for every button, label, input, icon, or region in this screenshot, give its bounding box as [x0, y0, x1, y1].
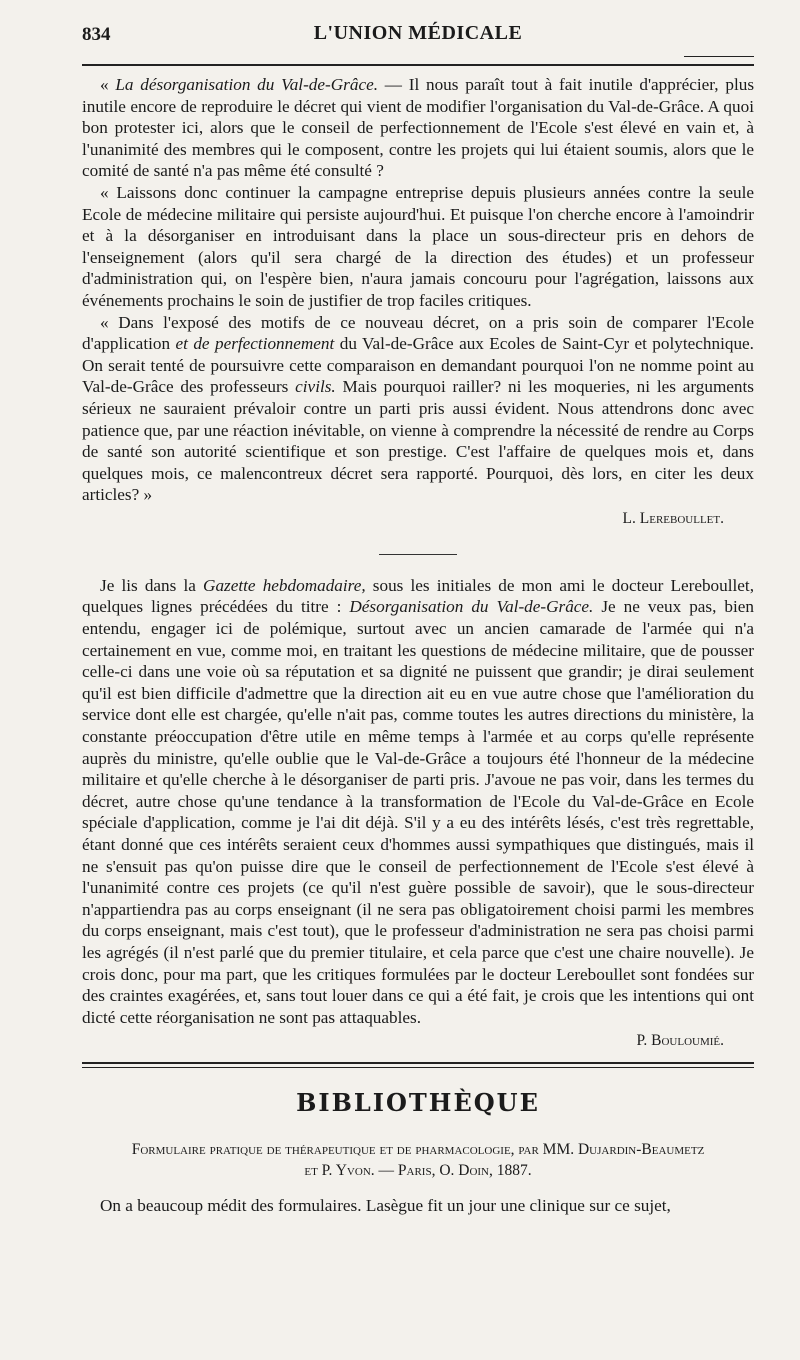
review-opening-paragraph: On a beaucoup médit des formulaires. Lasègue fit un jour une clinique sur ce sujet,: [100, 1196, 671, 1216]
running-title: L'UNION MÉDICALE: [313, 22, 523, 44]
text-run: Je lis dans la: [100, 575, 204, 595]
italic-run: et de perfectionnement: [175, 334, 335, 354]
book-reference: [82, 1139, 754, 1181]
italic-run: Gazette hebdomadaire,: [203, 575, 366, 595]
article-bouloumie: [82, 575, 754, 1028]
page-header: [82, 18, 754, 52]
text-run: sous les initiales de mon ami le docteur Lereboullet, quelques lignes précédées du titre :: [82, 575, 754, 617]
italic-run: civils.: [295, 377, 336, 397]
signature-bouloumie: P. Bouloumié.: [636, 1032, 724, 1050]
reference-line-1: Formulaire pratique de thérapeutique et de pharmacologie, par MM. Dujardin-Beaumetz: [131, 1141, 705, 1159]
paragraph: [82, 182, 754, 312]
header-rule: [82, 64, 754, 66]
signature-lereboullet: L. Lereboullet.: [622, 509, 724, 527]
article-lereboullet: [82, 74, 754, 506]
italic-run: La désorganisation du Val-de-Grâce.: [115, 75, 379, 94]
reference-line-2: et P. Yvon. — Paris, O. Doin, 1887.: [304, 1162, 532, 1180]
text-run: Je ne veux pas, bien entendu, engager ici de polémique, surtout avec un ancien camarade de l'armée qui n'a certainement en vue, comme moi, en traitant les questions de médecine militaire, que de pousser celle-ci dans une voie où sa réputation et sa dignité ne puissent que grandir; je dirai seulement qu'il est bien difficile d'admettre que la direction ait eu en vue autre chose que l'amélioration du service dont elle est chargée, qu'elle n'ait pas, comme toutes les autres directions du ministère, la constante préoccupation d'être utile en même temps à l'armée et au corps qu'elle représente auprès du ministre, qu'elle oublie que le Val-de-Grâce a toujours été l'honneur de la médecine militaire et qu'elle cherche à le désorganiser de parti pris. J'avoue ne pas voir, dans les termes du décret, autre chose qu'une tendance à la transformation de l'Ecole du Val-de-Grâce en Ecole spéciale d'application, comme je l'ai dit déjà. S'il y a eu des intérêts lésés, c'est très regrettable, étant donné que ces intérêts seraient ceux d'hommes aussi sympathiques que distingués, mais il ne s'ensuit pas qu'on puisse dire que le conseil de perfectionnement de l'Ecole s'est élevé à l'unanimité contre ces projets (ce qu'il n'est guère possible de savoir), que le sous-directeur n'appartiendra pas au corps enseignant (il ne sera pas obligatoirement choisi parmi les membres du corps enseignant, mais c'est tout), que le professeur d'administration ne sera pas choisi parmi les agrégés (il n'est parlé que du premier titulaire, et cela parce que c'est une chaire nouvelle). Je crois donc, pour ma part, que les critiques formulées par le docteur Lereboullet sont fondées sur des craintes exagérées, et, sans tout louer dans ce qui a été fait, je crois que les intentions qui ont dicté cette réorganisation ne sont pas attaquables.: [82, 597, 754, 1027]
paragraph: [82, 312, 754, 506]
italic-run: Désorganisation du Val-de-Grâce.: [349, 597, 594, 617]
text-run: — Il nous paraît tout à fait inutile d'apprécier, plus inutile encore de reproduire le décret qui vient de modifier l'organisation du Val-de-Grâce. A quoi bon protester ici, alors que le conseil de perfectionnement de l'Ecole s'est élevé en vain et, à l'unanimité des membres qui le composent, contre les projets qui lui étaient soumis, alors que le comité de santé n'a pas même été consulté ?: [82, 75, 755, 181]
double-rule: [82, 1062, 754, 1068]
text-run: «: [100, 75, 116, 94]
section-separator: [379, 554, 457, 555]
text-run: du Val-de-Grâce aux Ecoles de Saint-Cyr et polytechnique. On serait tenté de poursuivre cette comparaison en demandant pourquoi l'on ne nomme point au Val-de-Grâce des professeurs: [82, 334, 754, 397]
text-run: « Dans l'exposé des motifs de ce nouveau décret, on a pris soin de comparer l'Ecole d'application: [82, 312, 754, 354]
section-title: BIBLIOTHÈQUE: [296, 1088, 540, 1118]
text-run: Mais pourquoi railler? ni les moqueries, ni les arguments sérieux ne sauraient prévaloir contre un parti pris aussi évident. Nous attendrons donc avec patience que, par une réaction inévitable, on vienne à comprendre la nécessité de rendre au Corps de santé son autorité scientifique et son prestige. C'est l'affaire de quelques mois et, dans quelques mois, ce malencontreux décret sera rapporté. Pourquoi, dès lors, en citer les deux articles? »: [82, 377, 754, 505]
text-run: « Laissons donc continuer la campagne entreprise depuis plusieurs années contre la seule Ecole de médecine militaire qui persiste aujourd'hui. Et puisque l'on cherche encore à l'amoindrir et à la désorganiser en introduisant dans la place un sous-directeur pris en dehors de l'enseignement (alors qu'il sera chargé de la direction des études) et un professeur d'administration qui, on l'espère bien, n'aura jamais concouru pour l'agrégation, laissons aux événements prochains le soin de justifier de trop faciles critiques.: [82, 182, 754, 310]
page-number: 834: [82, 24, 111, 45]
paragraph: [82, 74, 754, 182]
paragraph: [82, 575, 754, 1028]
